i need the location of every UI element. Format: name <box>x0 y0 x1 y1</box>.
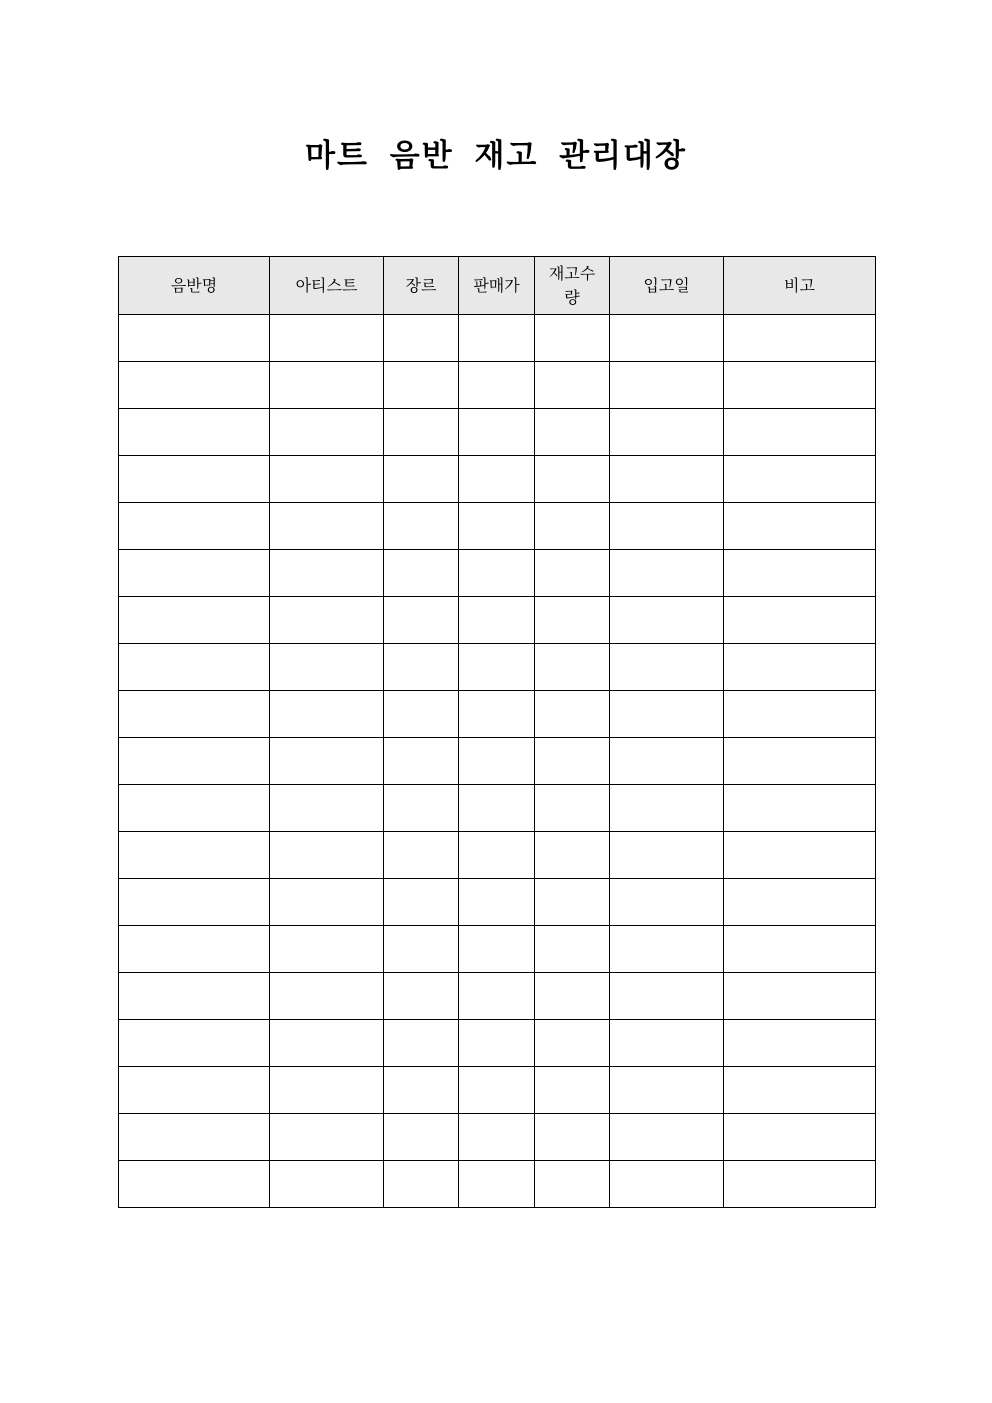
table-cell[interactable] <box>535 409 610 456</box>
inventory-table <box>118 256 876 1208</box>
table-cell[interactable] <box>119 1020 270 1067</box>
table-cell[interactable] <box>610 785 724 832</box>
table-cell[interactable] <box>535 973 610 1020</box>
table-cell[interactable] <box>724 785 876 832</box>
table-row <box>119 362 876 409</box>
table-cell[interactable] <box>459 1161 535 1208</box>
table-cell[interactable] <box>459 926 535 973</box>
table-cell[interactable] <box>384 879 459 926</box>
table-cell[interactable] <box>119 362 270 409</box>
table-row <box>119 409 876 456</box>
table-cell[interactable] <box>384 503 459 550</box>
column-header-album-name: 음반명 <box>119 257 270 315</box>
table-cell[interactable] <box>270 926 384 973</box>
table-cell[interactable] <box>384 973 459 1020</box>
table-row <box>119 597 876 644</box>
table-cell[interactable] <box>724 597 876 644</box>
table-cell[interactable] <box>270 550 384 597</box>
table-cell[interactable] <box>459 691 535 738</box>
table-cell[interactable] <box>459 832 535 879</box>
table-cell[interactable] <box>384 409 459 456</box>
table-cell[interactable] <box>535 456 610 503</box>
table-cell[interactable] <box>459 973 535 1020</box>
table-row <box>119 1114 876 1161</box>
table-cell[interactable] <box>270 597 384 644</box>
table-cell[interactable] <box>724 1020 876 1067</box>
table-cell[interactable] <box>119 409 270 456</box>
table-cell[interactable] <box>724 503 876 550</box>
table-cell[interactable] <box>119 1161 270 1208</box>
table-cell[interactable] <box>610 1020 724 1067</box>
table-cell[interactable] <box>535 644 610 691</box>
table-cell[interactable] <box>384 644 459 691</box>
table-cell[interactable] <box>610 456 724 503</box>
table-cell[interactable] <box>610 832 724 879</box>
table-cell[interactable] <box>384 597 459 644</box>
table-row <box>119 1067 876 1114</box>
table-cell[interactable] <box>384 738 459 785</box>
table-cell[interactable] <box>459 409 535 456</box>
table-cell[interactable] <box>119 1114 270 1161</box>
table-cell[interactable] <box>459 1114 535 1161</box>
table-cell[interactable] <box>459 597 535 644</box>
table-cell[interactable] <box>535 738 610 785</box>
table-row <box>119 1161 876 1208</box>
table-cell[interactable] <box>610 362 724 409</box>
table-cell[interactable] <box>724 1067 876 1114</box>
table-row <box>119 832 876 879</box>
table-cell[interactable] <box>459 362 535 409</box>
table-cell[interactable] <box>724 1161 876 1208</box>
table-cell[interactable] <box>384 456 459 503</box>
table-cell[interactable] <box>270 832 384 879</box>
table-cell[interactable] <box>119 315 270 362</box>
table-cell[interactable] <box>119 503 270 550</box>
table-row <box>119 1020 876 1067</box>
table-cell[interactable] <box>384 1114 459 1161</box>
page-title: 마트 음반 재고 관리대장 <box>305 138 687 174</box>
column-header-received-date: 입고일 <box>610 257 724 315</box>
table-body <box>119 315 876 1208</box>
table-cell[interactable] <box>610 550 724 597</box>
table-cell[interactable] <box>459 785 535 832</box>
table-cell[interactable] <box>610 738 724 785</box>
table-cell[interactable] <box>535 1161 610 1208</box>
table-cell[interactable] <box>384 691 459 738</box>
table-row <box>119 738 876 785</box>
table-cell[interactable] <box>270 409 384 456</box>
column-header-price: 판매가 <box>459 257 535 315</box>
table-cell[interactable] <box>610 597 724 644</box>
table-cell[interactable] <box>270 315 384 362</box>
table-cell[interactable] <box>535 691 610 738</box>
table-row <box>119 785 876 832</box>
table-cell[interactable] <box>610 1114 724 1161</box>
table-cell[interactable] <box>270 362 384 409</box>
table-cell[interactable] <box>535 503 610 550</box>
table-cell[interactable] <box>270 644 384 691</box>
table-cell[interactable] <box>119 926 270 973</box>
table-cell[interactable] <box>535 362 610 409</box>
table-cell[interactable] <box>459 644 535 691</box>
table-cell[interactable] <box>610 1067 724 1114</box>
table-cell[interactable] <box>535 1067 610 1114</box>
table-row <box>119 973 876 1020</box>
table-cell[interactable] <box>610 409 724 456</box>
table-cell[interactable] <box>724 315 876 362</box>
table-cell[interactable] <box>724 644 876 691</box>
table-cell[interactable] <box>384 1020 459 1067</box>
table-cell[interactable] <box>270 1161 384 1208</box>
table-cell[interactable] <box>610 644 724 691</box>
table-cell[interactable] <box>535 832 610 879</box>
table-cell[interactable] <box>610 503 724 550</box>
table-cell[interactable] <box>384 785 459 832</box>
table-cell[interactable] <box>459 550 535 597</box>
column-header-remarks: 비고 <box>724 257 876 315</box>
table-row <box>119 503 876 550</box>
table-cell[interactable] <box>384 832 459 879</box>
table-row <box>119 456 876 503</box>
table-cell[interactable] <box>724 738 876 785</box>
table-cell[interactable] <box>119 1067 270 1114</box>
column-header-genre: 장르 <box>384 257 459 315</box>
table-cell[interactable] <box>119 973 270 1020</box>
table-cell[interactable] <box>384 362 459 409</box>
table-cell[interactable] <box>119 456 270 503</box>
table-row <box>119 644 876 691</box>
table-cell[interactable] <box>119 785 270 832</box>
table-row <box>119 550 876 597</box>
table-cell[interactable] <box>459 1020 535 1067</box>
table-cell[interactable] <box>119 738 270 785</box>
table-cell[interactable] <box>270 1067 384 1114</box>
table-cell[interactable] <box>724 879 876 926</box>
table-cell[interactable] <box>724 550 876 597</box>
table-row <box>119 926 876 973</box>
table-cell[interactable] <box>724 973 876 1020</box>
table-cell[interactable] <box>270 503 384 550</box>
table-cell[interactable] <box>724 409 876 456</box>
table-cell[interactable] <box>119 879 270 926</box>
table-cell[interactable] <box>535 1114 610 1161</box>
table-cell[interactable] <box>270 973 384 1020</box>
table-cell[interactable] <box>270 456 384 503</box>
column-header-stock-quantity: 재고수량 <box>535 257 610 315</box>
table-cell[interactable] <box>535 1020 610 1067</box>
table-cell[interactable] <box>119 691 270 738</box>
table-cell[interactable] <box>119 550 270 597</box>
table-cell[interactable] <box>384 926 459 973</box>
table-cell[interactable] <box>724 1114 876 1161</box>
table-cell[interactable] <box>384 1161 459 1208</box>
table-cell[interactable] <box>724 691 876 738</box>
table-cell[interactable] <box>535 597 610 644</box>
table-cell[interactable] <box>119 644 270 691</box>
table-cell[interactable] <box>384 550 459 597</box>
column-header-artist: 아티스트 <box>270 257 384 315</box>
table-cell[interactable] <box>270 1114 384 1161</box>
table-cell[interactable] <box>535 550 610 597</box>
table-cell[interactable] <box>459 456 535 503</box>
table-cell[interactable] <box>724 832 876 879</box>
table-cell[interactable] <box>459 879 535 926</box>
header-row <box>119 257 876 315</box>
table-cell[interactable] <box>270 785 384 832</box>
table-cell[interactable] <box>459 1067 535 1114</box>
table-row <box>119 691 876 738</box>
table-cell[interactable] <box>535 315 610 362</box>
table-cell[interactable] <box>384 315 459 362</box>
table-cell[interactable] <box>270 691 384 738</box>
table-cell[interactable] <box>610 691 724 738</box>
table-cell[interactable] <box>535 879 610 926</box>
table-cell[interactable] <box>610 879 724 926</box>
table-cell[interactable] <box>610 1161 724 1208</box>
table-cell[interactable] <box>270 1020 384 1067</box>
table-cell[interactable] <box>535 785 610 832</box>
table-cell[interactable] <box>459 738 535 785</box>
table-cell[interactable] <box>610 973 724 1020</box>
table-cell[interactable] <box>270 738 384 785</box>
table-cell[interactable] <box>724 362 876 409</box>
table-cell[interactable] <box>459 503 535 550</box>
table-cell[interactable] <box>119 832 270 879</box>
table-row <box>119 879 876 926</box>
table-row <box>119 315 876 362</box>
table-cell[interactable] <box>724 456 876 503</box>
table-cell[interactable] <box>724 926 876 973</box>
table-cell[interactable] <box>610 926 724 973</box>
table-cell[interactable] <box>384 1067 459 1114</box>
table-cell[interactable] <box>610 315 724 362</box>
table-cell[interactable] <box>119 597 270 644</box>
table-cell[interactable] <box>459 315 535 362</box>
table-cell[interactable] <box>270 879 384 926</box>
table-cell[interactable] <box>535 926 610 973</box>
